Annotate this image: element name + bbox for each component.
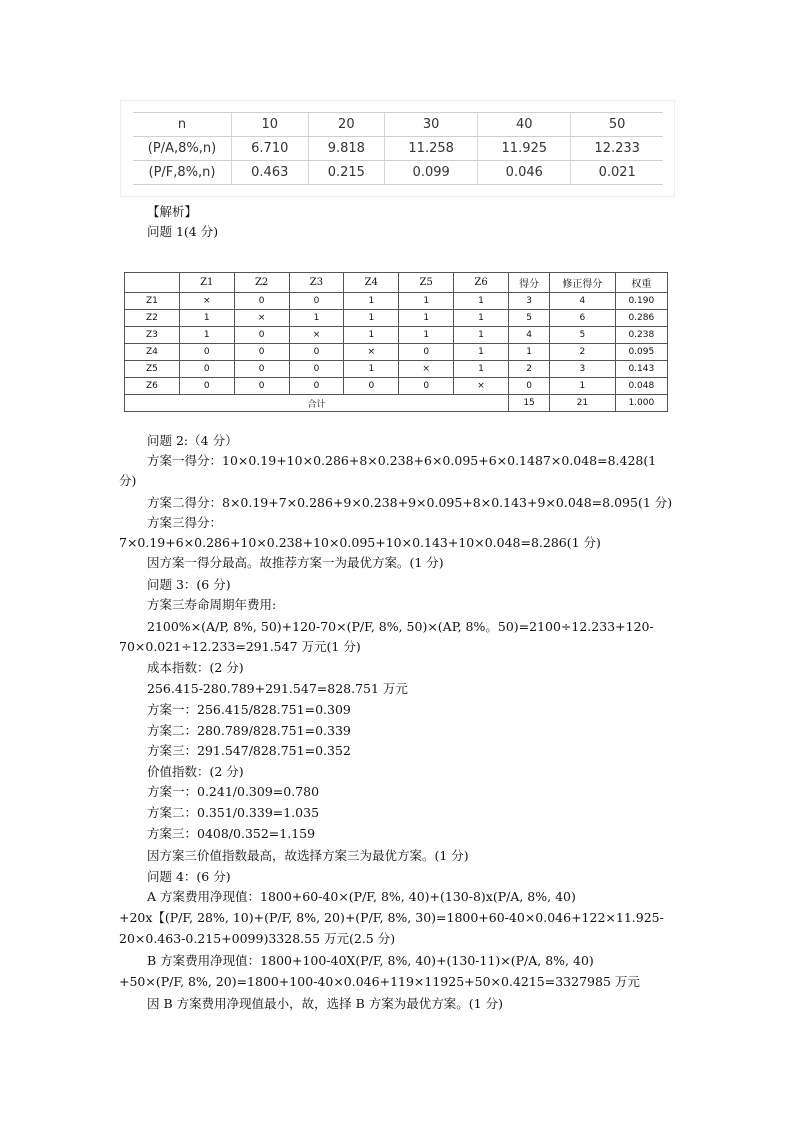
weight-table-cell: 0 [289,344,344,361]
weight-table-cell: 0.190 [615,293,667,310]
factor-table-row [133,137,663,161]
weight-table-cell: 0 [289,378,344,395]
weight-table-cell: 0 [289,293,344,310]
solution-line: 256.415-280.789+291.547=828.751 万元 [147,681,408,696]
weight-table-row [125,327,668,344]
weight-table-header-cell: Z4 [344,273,399,293]
weight-table-total-cell: 21 [550,395,616,412]
solution-line: 方案三寿命周期年费用: [147,597,277,612]
weight-table-cell: Z6 [125,378,180,395]
weight-table-cell: 1 [454,293,509,310]
solution-line: 问题 3：(6 分) [147,577,231,592]
weight-table-cell: 0 [508,378,549,395]
weight-table-cell: × [344,344,399,361]
weight-table-total-cell: 15 [508,395,549,412]
solution-line: 分) [119,473,137,488]
interest-factor-table [133,112,663,185]
weight-table-header-cell [125,273,180,293]
weight-table-cell: 1 [399,293,454,310]
weight-table-cell: Z2 [125,310,180,327]
factor-table-cell: (P/F,8%,n) [133,161,232,185]
weight-table-cell: × [179,293,234,310]
weight-table-cell: 1 [399,327,454,344]
weight-table-cell: 4 [550,293,616,310]
solution-line: 方案一得分：10×0.19+10×0.286+8×0.238+6×0.095+6×0.1487×0.048=8.428(1 [147,453,657,468]
solution-line: 成本指数：(2 分) [147,660,244,675]
weight-table-cell: × [454,378,509,395]
solution-line: 因 B 方案费用净现值最小，故，选择 B 方案为最优方案。(1 分) [147,996,503,1011]
weight-table-cell: 0 [289,361,344,378]
weight-table-row [125,344,668,361]
factor-table-cell: 20 [308,113,385,137]
weight-table-cell: 0 [179,361,234,378]
weight-table-header-row [125,273,668,293]
weight-table-cell: 1 [344,361,399,378]
solution-line: 方案一：256.415/828.751=0.309 [147,702,351,717]
factor-table-cell: 0.463 [232,161,309,185]
weight-table-cell: 1 [344,310,399,327]
weight-table-cell: Z1 [125,293,180,310]
weight-table-cell: 1 [344,327,399,344]
weight-table-cell: 3 [508,293,549,310]
weight-table-cell: 0 [399,344,454,361]
weight-table-cell: 0 [234,361,289,378]
solution-line: 价值指数：(2 分) [147,764,244,779]
weight-table-cell: 1 [179,310,234,327]
weight-table-header-cell: Z2 [234,273,289,293]
solution-line: +50×(P/F, 8%, 20)=1800+100-40×0.046+119×11925+50×0.4215=3327985 万元 [119,974,640,989]
factor-table-cell: n [133,113,232,137]
weight-table-total-cell: 1.000 [615,395,667,412]
weight-table-cell: × [399,361,454,378]
factor-table-cell: 11.258 [385,137,478,161]
weight-table-cell: 1 [399,310,454,327]
factor-table-cell: 30 [385,113,478,137]
factor-table-cell: 40 [478,113,571,137]
solution-line: 方案一：0.241/0.309=0.780 [147,784,320,799]
weight-table-cell: 0.238 [615,327,667,344]
factor-table-cell: 6.710 [232,137,309,161]
weight-table-cell: 4 [508,327,549,344]
weight-table-cell: 1 [179,327,234,344]
interest-factor-table-image [120,100,675,197]
solution-line: 方案二：0.351/0.339=1.035 [147,805,320,820]
weight-table-cell: 0 [234,293,289,310]
weight-table-header-cell: Z3 [289,273,344,293]
factor-table-cell: 0.046 [478,161,571,185]
weight-table-cell: Z5 [125,361,180,378]
factor-table-cell: 0.215 [308,161,385,185]
weight-table-cell: 1 [454,344,509,361]
weight-table-cell: 3 [550,361,616,378]
weight-table-header-cell: Z5 [399,273,454,293]
solution-line: A 方案费用净现值：1800+60-40×(P/F, 8%, 40)+(130-8)x(P/A, 8%, 40) [147,889,576,904]
factor-table-row [133,113,663,137]
solution-line: 方案三得分： [147,515,223,530]
weight-table-cell: 1 [344,293,399,310]
weight-table-cell: 6 [550,310,616,327]
solution-line: 方案三：291.547/828.751=0.352 [147,743,351,758]
weight-table-row [125,361,668,378]
weight-table-cell: 0.048 [615,378,667,395]
weight-table-cell: 1 [454,327,509,344]
solution-line: 因方案一得分最高。故推荐方案一为最优方案。(1 分) [147,555,444,570]
analysis-heading: 【解析】 [147,204,198,219]
solution-line: 方案三：0408/0.352=1.159 [147,826,316,841]
factor-table-cell: (P/A,8%,n) [133,137,232,161]
weight-table-cell: 0 [179,378,234,395]
weight-table-row [125,310,668,327]
solution-line: 70×0.021÷12.233=291.547 万元(1 分) [119,639,361,654]
weight-table-cell: 5 [508,310,549,327]
weight-table-cell: 1 [508,344,549,361]
weight-table-cell: 2 [508,361,549,378]
solution-line: +20x【(P/F, 28%, 10)+(P/F, 8%, 20)+(P/F, 8%, 30)=1800+60-40×0.046+122×11.925- [119,910,664,925]
weight-table-cell: 0 [234,344,289,361]
solution-line: 方案二：280.789/828.751=0.339 [147,723,351,738]
factor-table-cell: 11.925 [478,137,571,161]
weight-table-cell: 2 [550,344,616,361]
factor-table-cell: 10 [232,113,309,137]
weight-table-cell: 1 [454,310,509,327]
weight-table-header-cell: Z1 [179,273,234,293]
weight-table-cell: × [234,310,289,327]
weight-table-header-cell: 修正得分 [550,273,616,293]
weight-table-cell: 5 [550,327,616,344]
solution-line: 问题 2:（4 分） [147,433,238,448]
weight-table-row [125,293,668,310]
weight-table-cell: 0 [344,378,399,395]
factor-table-cell: 9.818 [308,137,385,161]
solution-line: B 方案费用净现值：1800+100-40X(P/F, 8%, 40)+(130-11)×(P/A, 8%, 40) [147,953,594,968]
factor-table-cell: 0.099 [385,161,478,185]
weight-table-cell: Z4 [125,344,180,361]
weight-table-cell: 0 [234,327,289,344]
weight-table-total-label: 合计 [125,395,509,412]
weight-table-cell: 1 [454,361,509,378]
solution-line: 20×0.463-0.215+0099)3328.55 万元(2.5 分) [119,931,396,946]
weight-table-cell: 0.095 [615,344,667,361]
solution-line: 7×0.19+6×0.286+10×0.238+10×0.095+10×0.143+10×0.048=8.286(1 分) [119,535,601,550]
weight-table-cell: 0 [179,344,234,361]
weight-table-header-cell: 权重 [615,273,667,293]
factor-table-row [133,161,663,185]
weight-table [124,272,668,412]
weight-table-cell: 0.286 [615,310,667,327]
weight-table-header-cell: 得分 [508,273,549,293]
weight-table-cell: Z3 [125,327,180,344]
factor-table-cell: 50 [571,113,663,137]
solution-line: 2100%×(A/P, 8%, 50)+120-70×(P/F, 8%, 50)×(AP, 8%。50)=2100÷12.233+120- [147,619,654,634]
question-1-heading: 问题 1(4 分) [147,224,219,239]
weight-table-row [125,378,668,395]
weight-table-cell: 1 [289,310,344,327]
solution-line: 方案二得分：8×0.19+7×0.286+9×0.238+9×0.095+8×0.143+9×0.048=8.095(1 分) [147,495,673,510]
weight-table-cell: 0.143 [615,361,667,378]
factor-table-cell: 0.021 [571,161,663,185]
weight-table-cell: 0 [399,378,454,395]
weight-table-cell: × [289,327,344,344]
weight-table-header-cell: Z6 [454,273,509,293]
weight-table-cell: 1 [550,378,616,395]
factor-table-cell: 12.233 [571,137,663,161]
solution-line: 问题 4：(6 分) [147,869,231,884]
weight-table-cell: 0 [234,378,289,395]
solution-line: 因方案三价值指数最高，故选择方案三为最优方案。(1 分) [147,848,469,863]
weight-table-total-row [125,395,668,412]
